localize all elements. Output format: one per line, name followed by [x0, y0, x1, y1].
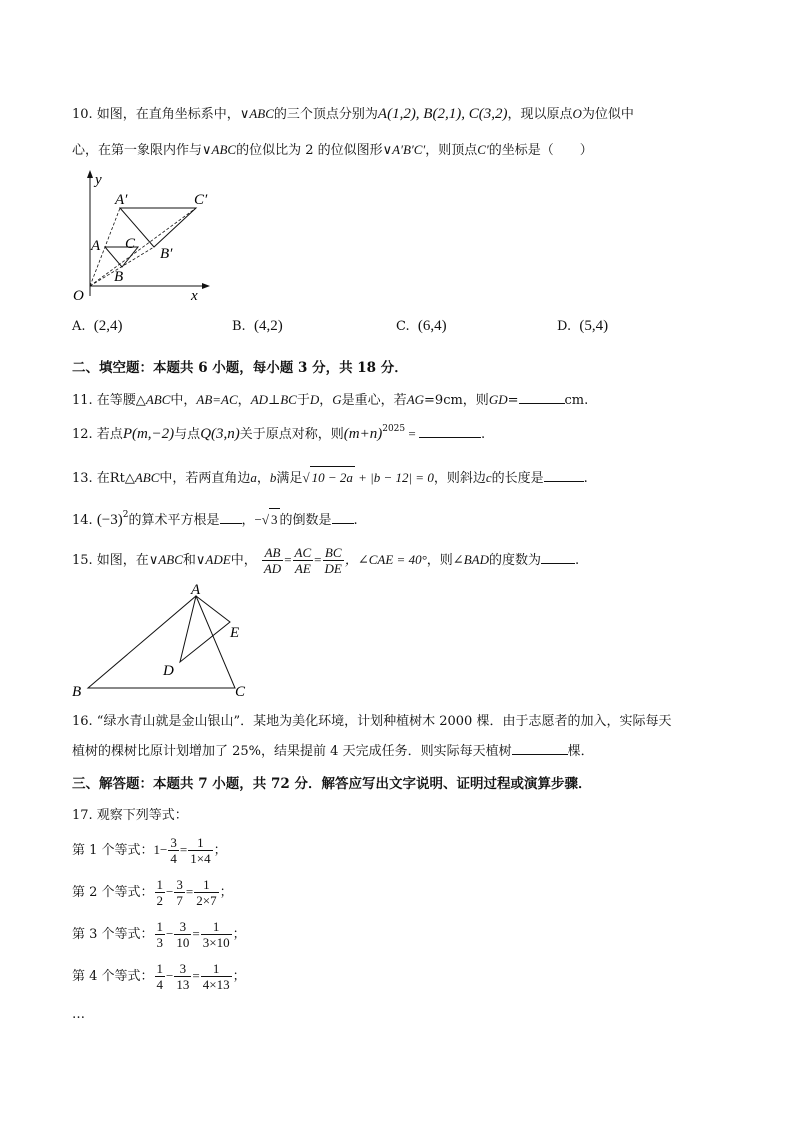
q10-option-a[interactable]: A. (2,4) — [72, 318, 123, 334]
label-o: O — [73, 288, 84, 304]
q13-answer-blank[interactable] — [544, 469, 584, 482]
q10-line1: 10. 如图，在直角坐标系中，∨ABC的三个顶点分别为A(1,2), B(2,1), C(3,2)，现以原点O为位似中 — [72, 106, 634, 122]
q14: 14. $(-3)^2$的算术平方根是 ，−√ 3 的倒数是 . — [72, 508, 358, 533]
label-a1: A′ — [115, 192, 128, 208]
q17-eq-4: 第 4 个等式： $\frac{1}{4}$ − $\frac{3}{13}$ = $\frac{1}{4\times 13}$ ； — [72, 961, 246, 992]
q12: 12. 若点P(m,−2)与点Q(3,n)关于原点对称，则$(m+n)^{2025}$ = . — [72, 424, 486, 442]
label-a: A — [191, 584, 201, 598]
q16-line1: 16. “绿水青山就是金山银山”．某地为美化环境，计划种植树木 2000 棵．由于志愿者的加入，实际每天 — [72, 714, 672, 729]
label-c1: C′ — [194, 192, 208, 208]
q10-line2: 心，在第一象限内作与∨ABC的位似比为 2 的位似图形∨A′B′C′，则顶点C′的坐标是（ ） — [72, 142, 593, 158]
q17-eq-1: 第 1 个等式：1− $\frac{3}{4}$ = $\frac{1}{1\times 4}$ ； — [72, 835, 227, 866]
label-d: D — [163, 663, 174, 679]
triangle-abc-2 — [88, 596, 235, 688]
q15-answer-blank[interactable] — [541, 551, 575, 564]
x-axis-arrow — [202, 283, 210, 289]
q17-eq-3: 第 3 个等式： $\frac{1}{3}$ − $\frac{3}{10}$ = $\frac{1}{3\times 10}$ ； — [72, 919, 246, 950]
label-c: C — [125, 236, 136, 252]
q10-option-b[interactable]: B. (4,2) — [232, 318, 283, 334]
q11: 11. 在等腰△ABC中，AB=AC，AD⊥BC于D，G是重心，若AG=9cm，则GD= cm. — [72, 392, 589, 408]
label-e: E — [230, 625, 240, 641]
q17-ellipsis: … — [72, 1007, 85, 1022]
label-b: B — [72, 684, 82, 700]
label-b1: B′ — [160, 246, 173, 262]
label-c: C — [235, 684, 246, 700]
q11-answer-blank[interactable] — [519, 391, 565, 404]
q14-answer-blank-2[interactable] — [332, 511, 354, 524]
q12-answer-blank[interactable] — [419, 425, 481, 438]
q14-answer-blank-1[interactable] — [220, 511, 242, 524]
q15-figure — [68, 584, 258, 700]
section-2-heading: 二、填空题：本题共 6 小题，每小题 3 分，共 18 分． — [72, 360, 408, 376]
q10-option-d[interactable]: D. (5,4) — [557, 318, 609, 334]
label-a: A — [91, 238, 101, 254]
q10-figure — [68, 168, 228, 308]
y-axis-arrow — [87, 170, 93, 178]
label-b: B — [114, 269, 124, 285]
q17-intro: 17. 观察下列等式： — [72, 808, 188, 823]
q10-option-c[interactable]: C. (6,4) — [396, 318, 447, 334]
q16-answer-blank[interactable] — [512, 742, 568, 755]
triangle-ade — [180, 596, 230, 662]
q15: 15. 如图，在∨ABC和∨ADE中， $\frac{AB}{AD}$ = $\frac{AC}{AE}$ = $\frac{BC}{DE}$ ，∠CAE = 40°，则∠BAD的度数为 . — [72, 545, 580, 576]
q16-line2: 植树的棵树比原计划增加了 25%，结果提前 4 天完成任务．则实际每天植树 棵． — [72, 744, 594, 759]
label-y: y — [95, 172, 102, 188]
label-x: x — [191, 288, 198, 304]
section-3-heading: 三、解答题：本题共 7 小题，共 72 分．解答应写出文字说明、证明过程或演算步骤． — [72, 776, 592, 792]
q13: 13. 在Rt△ABC中，若两直角边a，b满足√ 10 − 2a + |b − 12| = 0，则斜边c的长度是 . — [72, 466, 588, 490]
q17-eq-2: 第 2 个等式： $\frac{1}{2}$ − $\frac{3}{7}$ = $\frac{1}{2\times 7}$ ； — [72, 877, 233, 908]
